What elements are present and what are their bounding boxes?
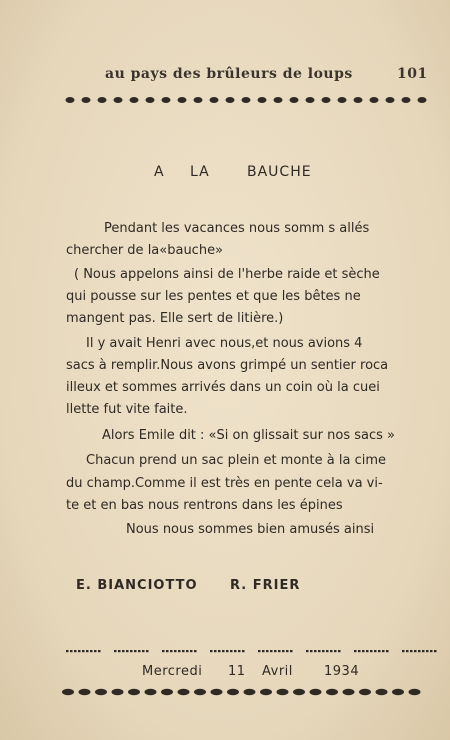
ornament-dot <box>62 689 74 695</box>
text-line: qui pousse sur les pentes et que les bêtes ne <box>66 289 361 304</box>
ornament-dot <box>114 97 123 103</box>
ornament-dash-group <box>66 650 101 652</box>
ornament-dot <box>161 689 173 695</box>
text-line: du champ.Comme il est très en pente cela va vi- <box>66 476 383 491</box>
bottom-ornament-border <box>0 686 450 698</box>
ornament-dot <box>130 97 139 103</box>
author-name: R. FRIER <box>230 578 301 593</box>
text-line: Pendant les vacances nous somm s allés <box>104 221 370 236</box>
ornament-dot <box>210 97 219 103</box>
text-line: sacs à remplir.Nous avons grimpé un sentier roca <box>66 358 389 373</box>
text-line: Alors Emile dit : «Si on glissait sur nos sacs » <box>102 428 395 443</box>
title-word: BAUCHE <box>247 164 312 180</box>
ornament-dot <box>354 97 363 103</box>
running-title: au pays des brûleurs de loups <box>105 66 353 82</box>
ornament-dot <box>211 689 223 695</box>
ornament-dot <box>402 97 411 103</box>
ornament-dot <box>306 97 315 103</box>
date-month: Avril <box>262 664 293 679</box>
ornament-dot <box>386 97 395 103</box>
text-line: illeux et sommes arrivés dans un coin où la cuei <box>66 380 380 395</box>
ornament-dot <box>66 97 75 103</box>
ornament-dot <box>146 97 155 103</box>
ornament-dot <box>227 689 239 695</box>
top-ornament-border <box>0 94 450 106</box>
ornament-dot <box>226 97 235 103</box>
ornament-dot <box>260 689 272 695</box>
ornament-dot <box>370 97 379 103</box>
ornament-dot <box>322 97 331 103</box>
ornament-dot <box>194 97 203 103</box>
ornament-dash-group <box>258 650 293 652</box>
ornament-dot <box>258 97 267 103</box>
ornament-dot <box>277 689 289 695</box>
ornament-dot <box>95 689 107 695</box>
date-year: 1934 <box>324 664 360 679</box>
ornament-dot <box>326 689 338 695</box>
ornament-dot <box>359 689 371 695</box>
date-weekday: Mercredi <box>142 664 203 679</box>
title-word: LA <box>190 164 210 180</box>
text-line: llette fut vite faite. <box>66 402 188 417</box>
ornament-dot <box>274 97 283 103</box>
text-line: Il y avait Henri avec nous,et nous avions 4 <box>86 336 363 351</box>
ornament-dot <box>409 689 421 695</box>
ornament-dot <box>79 689 91 695</box>
ornament-dash-group <box>210 650 245 652</box>
text-line: chercher de la«bauche» <box>66 243 224 258</box>
ornament-dot <box>128 689 140 695</box>
ornament-dot <box>290 97 299 103</box>
text-line: te et en bas nous rentrons dans les épines <box>66 498 343 513</box>
ornament-dot <box>178 97 187 103</box>
ornament-dot <box>112 689 124 695</box>
ornament-dot <box>376 689 388 695</box>
ornament-dot <box>242 97 251 103</box>
ornament-dot <box>392 689 404 695</box>
ornament-dot <box>194 689 206 695</box>
ornament-dot <box>98 97 107 103</box>
ornament-dash-group <box>114 650 149 652</box>
text-line: Chacun prend un sac plein et monte à la cime <box>86 453 386 468</box>
text-line: Nous nous sommes bien amusés ainsi <box>126 522 375 537</box>
text-line: ( Nous appelons ainsi de l'herbe raide et sèche <box>74 267 380 282</box>
page-number: 101 <box>397 66 428 82</box>
title-word: A <box>154 164 165 180</box>
ornament-dash-group <box>402 650 437 652</box>
text-line: mangent pas. Elle sert de litière.) <box>66 311 284 326</box>
ornament-dash-group <box>162 650 197 652</box>
ornament-dot <box>310 689 322 695</box>
ornament-dot <box>293 689 305 695</box>
ornament-dot <box>82 97 91 103</box>
ornament-dash-group <box>306 650 341 652</box>
ornament-dot <box>244 689 256 695</box>
ornament-dot <box>162 97 171 103</box>
ornament-dot <box>145 689 157 695</box>
author-name: E. BIANCIOTTO <box>76 578 198 593</box>
middle-ornament-border <box>0 646 450 656</box>
date-day: 11 <box>228 664 246 679</box>
ornament-dot <box>338 97 347 103</box>
ornament-dot <box>418 97 427 103</box>
ornament-dot <box>343 689 355 695</box>
ornament-dash-group <box>354 650 389 652</box>
ornament-dot <box>178 689 190 695</box>
